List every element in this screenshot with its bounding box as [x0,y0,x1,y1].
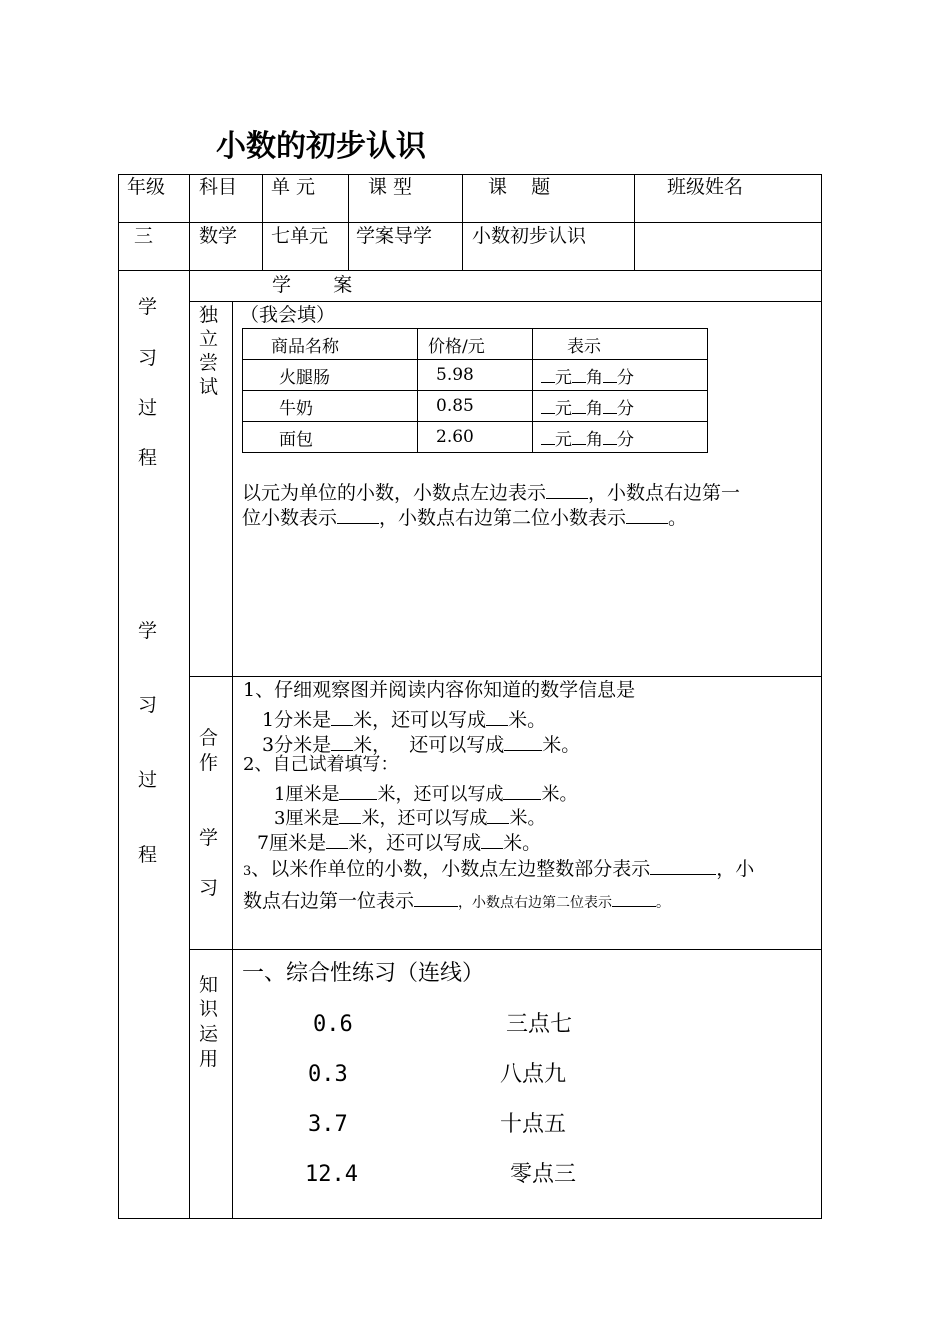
left-col-char: 学 [138,620,158,642]
price-table-header-price: 价格/元 [418,329,533,360]
header-topic-label: 课 题 [488,176,551,198]
table-row [243,422,708,453]
coop-label-char: 作 [199,752,219,774]
price-table-cell-price: 5.98 [418,360,533,391]
answer-blank[interactable] [331,731,353,751]
coop-q1: 1、仔细观察图并阅读内容你知道的数学信息是 [243,679,636,701]
table-row [243,329,708,360]
match-right-item[interactable]: 八点九 [500,1062,567,1087]
price-table-cell-price: 2.60 [418,422,533,453]
header-subject-label: 科目 [199,176,238,198]
table-border-section [190,301,822,302]
price-table-cell-repr: 元 角 分 [533,391,708,422]
table-border-bottom [118,1218,822,1219]
application-label-char: 识 [199,998,219,1020]
left-col-char: 过 [138,769,158,791]
independent-paragraph-line1: 以元为单位的小数，小数点左边表示 ，小数点右边第一 [242,479,740,503]
table-col-divider-4 [462,174,463,270]
price-table-cell-repr: 元 角 分 [533,360,708,391]
coop-q1b: 3分米是 米， 还可以写成 米。 [262,731,580,755]
match-left-item[interactable]: 0.6 [313,1012,353,1037]
table-col-divider-1 [189,174,190,1218]
table-border-header-bottom [118,270,822,271]
table-col-divider-2 [262,174,263,270]
answer-blank[interactable] [326,829,348,849]
coop-q1a: 1分米是 米，还可以写成 米。 [262,706,546,730]
left-col-char: 学 [138,296,158,318]
coop-q2c: 7厘米是 米，还可以写成 米。 [257,829,541,853]
table-col-divider-5 [634,174,635,270]
coop-q2b: 3厘米是 米，还可以写成 米。 [274,805,545,828]
header-unit-value: 七单元 [271,225,329,247]
coop-label-char: 学 [199,827,219,849]
header-unit-label: 单 元 [271,176,316,198]
independent-label-char: 尝 [199,352,219,374]
coop-label-char: 习 [199,877,219,899]
table-border-header-mid [118,222,822,223]
header-grade-value: 三 [134,225,154,247]
price-table [242,328,708,453]
application-label-char: 运 [199,1023,219,1045]
answer-blank[interactable] [339,805,361,824]
table-border-coop-bottom [190,949,822,950]
match-left-item[interactable]: 3.7 [308,1112,348,1137]
match-left-item[interactable]: 12.4 [305,1162,358,1187]
header-type-value: 学案导学 [356,225,433,247]
answer-blank[interactable] [331,706,353,726]
match-right-item[interactable]: 三点七 [506,1012,573,1037]
header-class-name-label: 班级姓名 [667,176,744,198]
application-label-char: 知 [199,974,219,996]
independent-intro: （我会填） [240,304,336,326]
page-title: 小数的初步认识 [216,129,426,164]
left-col-char: 程 [138,447,158,469]
answer-blank[interactable] [503,781,541,800]
independent-label-char: 试 [199,376,219,398]
application-label-char: 用 [199,1048,219,1070]
answer-blank[interactable] [504,731,542,751]
header-type-label: 课 型 [368,176,413,198]
match-left-item[interactable]: 0.3 [308,1062,348,1087]
independent-label-char: 独 [199,304,219,326]
table-border-left [118,174,119,1218]
answer-blank[interactable] [650,855,716,875]
coop-q2a: 1厘米是 米，还可以写成 米。 [274,781,577,804]
table-col-divider-3 [348,174,349,270]
match-right-item[interactable]: 十点五 [500,1112,567,1137]
coop-q2: 2、自己试着填写： [243,754,399,775]
table-row [243,391,708,422]
left-col-char: 过 [138,397,158,419]
application-heading: 一、综合性练习（连线） [242,961,485,986]
price-table-header-name: 商品名称 [243,329,418,360]
coop-q3-line1: 3、以米作单位的小数，小数点左边整数部分表示 ，小 [243,855,754,879]
section-header: 学 案 [272,274,353,296]
answer-blank[interactable] [339,781,377,800]
left-col-char: 程 [138,844,158,866]
answer-blank[interactable] [487,805,509,824]
table-border-right [821,174,822,1218]
answer-blank[interactable] [626,504,668,524]
price-table-cell-name: 面包 [243,422,418,453]
coop-label-char: 合 [199,727,219,749]
answer-blank[interactable] [612,892,656,907]
independent-paragraph-line2: 位小数表示 ，小数点右边第二位小数表示 。 [242,504,687,528]
table-row [243,360,708,391]
price-table-cell-repr: 元 角 分 [533,422,708,453]
independent-label-char: 立 [199,328,219,350]
header-grade-label: 年级 [127,176,166,198]
price-table-header-repr: 表示 [533,329,708,360]
header-topic-value: 小数初步认识 [472,225,587,247]
table-label-divider [232,301,233,1218]
answer-blank[interactable] [481,829,503,849]
left-col-char: 习 [138,694,158,716]
left-col-char: 习 [138,347,158,369]
price-table-cell-name: 牛奶 [243,391,418,422]
answer-blank[interactable] [546,479,588,499]
answer-blank[interactable] [414,892,458,907]
table-border-indep-bottom [190,676,822,677]
table-border-top [118,174,822,175]
coop-q3-line2: 数点右边第一位表示 ，小数点右边第二位表示 。 [243,890,671,912]
match-right-item[interactable]: 零点三 [510,1162,577,1187]
answer-blank[interactable] [486,706,508,726]
answer-blank[interactable] [337,504,379,524]
header-subject-value: 数学 [199,225,238,247]
price-table-cell-price: 0.85 [418,391,533,422]
price-table-cell-name: 火腿肠 [243,360,418,391]
